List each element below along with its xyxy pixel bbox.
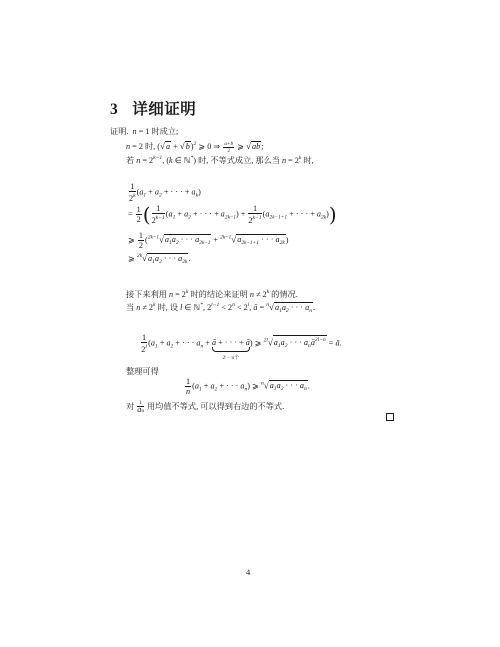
qed-square — [386, 413, 394, 421]
proof-line-6 — [126, 367, 159, 377]
proof-line-7: 对 $\frac{1}{an}$ 用均值不等式, 可以得到右边的不等式. — [126, 400, 285, 414]
proof-arrange: 整理可得 — [126, 367, 159, 376]
proof-line-1: 证明. n = 1 时成立; — [110, 127, 179, 136]
section-heading — [110, 97, 196, 119]
brace-label: 2ˡ − n个 — [222, 355, 240, 362]
formula: n — [130, 127, 137, 136]
equation-row-4: ⩾ $^{2k}√a_1a_2$ · · · $a_{2k}$. — [128, 253, 191, 265]
page-number: 4 — [246, 567, 251, 577]
equation-row-5: $\frac{1}{2^l}$ ($a_1 + a_2$ + · · · $a_n$ + ā + · · · + ā 2ˡ − n个 ) ⩾ $^{2l}√a_1a_2$ · · · $a_nā^{2l-n}$ = ā. — [141, 333, 342, 362]
proof-next-a: 接下来利用 — [126, 290, 167, 299]
proof-when: 当 — [126, 303, 135, 312]
formula: $(√a + √b)^2$ ⩾ 0 ⇒ $\frac{a+b}{2}$ ⩾ √ab; — [157, 140, 264, 154]
proof-final-b: 用均值不等式, 可以得到右边的不等式. — [146, 401, 285, 411]
proof-line-3: 若 $n = 2^{k-1}$, (k ∈ ℕ*) 时, 不等式成立, 那么当 $n = 2^k$ 时, — [126, 155, 314, 165]
equation-row-2: = $\frac{1}{2}$ ( $\frac{1}{2^{k-1}}$ ($a_1 + a_2$ + · · · + $a_{2k-1}$) + $\frac{1}{2^{k-1}}$ ($a_{2k-1+1}$ + · · · + $a_{2k}$)) — [128, 202, 337, 227]
proof-assume-mid: 时, 不等式成立, 那么当 — [198, 156, 280, 165]
proof-intro: 证明. — [110, 127, 129, 136]
proof-case2-tail: 时, — [144, 142, 156, 151]
proof-line-2: n = 2 时, $(√a + √b)^2$ ⩾ 0 ⇒ $\frac{a+b}{2}$ ⩾ √ab; — [126, 140, 264, 154]
underbrace-group: ā + · · · + ā 2ˡ − n个 — [211, 338, 250, 362]
equation-row-3: ⩾ $\frac{1}{2}$ ($^{2k-1}√a_1a_2$ · · · $a_{2k-1} + ^{2k-1}√a_{2k-1+1}$ · · · $a_{2k}$) — [128, 231, 289, 250]
proof-set-l: 时, 设 — [157, 303, 179, 312]
proof-next-b: 时的结论来证明 — [190, 290, 248, 299]
formula: n — [136, 156, 141, 165]
proof-case1-tail: 时成立; — [151, 127, 179, 136]
section-title: 详细证明 — [132, 101, 197, 118]
formula: n — [126, 142, 131, 151]
section-number: 3 — [110, 101, 119, 118]
equation-row-1: $\frac{1}{2^k}$ ($a_1 + a_2$ + · · · + $a_k$) — [129, 182, 201, 203]
proof-assume-prefix: 若 — [126, 156, 135, 165]
proof-line-5: 当 $n \ne 2^k$ 时, 设 l ∈ ℕ*, $2^{l-1} < 2^n < 2^l$, ā = $^n√a_1a_2$ · · · $a_n$. — [126, 302, 316, 314]
equation-row-6: $\frac{1}{n}$ ($a_1 + a_2$ + · · · $a_n$) ⩾ $^n√a_1a_2$ · · · $a_n$. — [186, 377, 310, 396]
proof-assume-tail: 时, — [303, 156, 314, 165]
proof-line-4: 接下来利用 $n = 2^k$ 时的结论来证明 $n \ne 2^k$ 的情况. — [126, 289, 298, 299]
proof-final-a: 对 — [126, 401, 135, 411]
proof-next-c: 的情况. — [271, 290, 298, 299]
